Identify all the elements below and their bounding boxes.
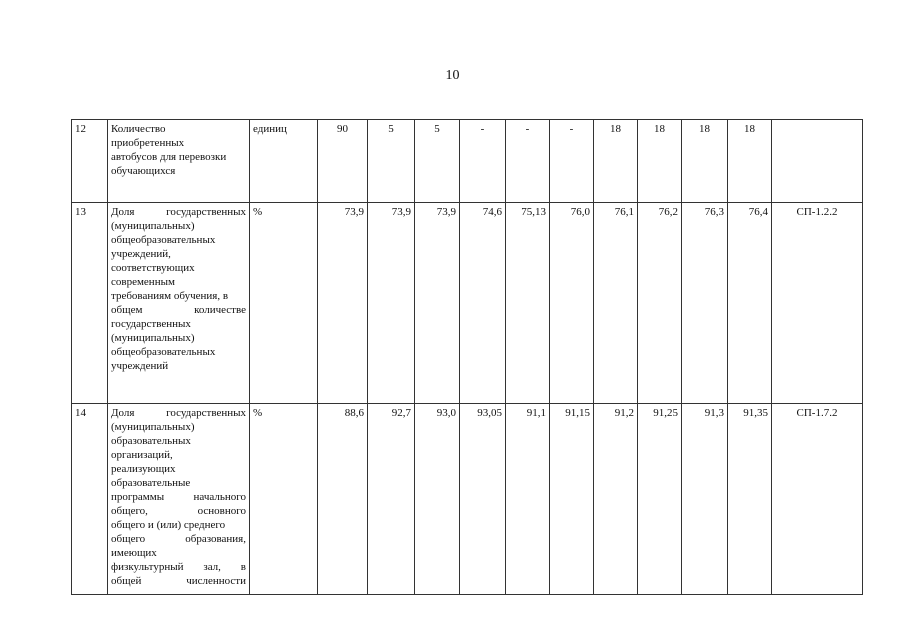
- indicator-name-line: современным: [111, 276, 175, 288]
- value-cell: -: [506, 120, 550, 203]
- indicator-name-line: учреждений,: [111, 248, 171, 260]
- unit-cell: %: [250, 404, 318, 595]
- indicator-name-line: (муниципальных): [111, 421, 195, 433]
- indicator-name-line: общем количестве: [111, 304, 246, 316]
- reference-cell: [772, 120, 863, 203]
- indicator-name-line: (муниципальных): [111, 332, 195, 344]
- indicator-name: [108, 120, 250, 203]
- indicator-name-line: Доля государственных: [111, 206, 246, 218]
- value-cell: 91,3: [682, 404, 728, 595]
- value-cell: 93,05: [460, 404, 506, 595]
- value-cell: 76,3: [682, 203, 728, 404]
- indicator-name-line: образовательные: [111, 477, 191, 489]
- value-cell: 5: [368, 120, 415, 203]
- value-cell: 76,1: [594, 203, 638, 404]
- reference-cell: СП-1.7.2: [772, 404, 863, 595]
- indicator-name-line: общего, основного: [111, 505, 246, 517]
- table-row: [72, 203, 863, 404]
- reference-cell: СП-1.2.2: [772, 203, 863, 404]
- value-cell: 74,6: [460, 203, 506, 404]
- row-number: 13: [72, 203, 108, 404]
- indicator-name-line: требованиям обучения, в: [111, 290, 229, 302]
- row-number: 14: [72, 404, 108, 595]
- value-cell: 73,9: [368, 203, 415, 404]
- value-cell: 91,35: [728, 404, 772, 595]
- indicator-name-line: организаций,: [111, 449, 173, 461]
- value-cell: 5: [415, 120, 460, 203]
- indicator-name-line: общей численности: [111, 575, 246, 587]
- indicator-name-line: образовательных: [111, 435, 191, 447]
- value-cell: -: [550, 120, 594, 203]
- indicator-name-line: общеобразовательных: [111, 234, 216, 246]
- value-cell: 91,2: [594, 404, 638, 595]
- value-cell: 75,13: [506, 203, 550, 404]
- value-cell: 90: [318, 120, 368, 203]
- indicator-name-line: приобретенных: [111, 137, 185, 149]
- value-cell: 73,9: [415, 203, 460, 404]
- indicator-name-line: общеобразовательных: [111, 346, 216, 358]
- indicator-name-line: обучающихся: [111, 165, 176, 177]
- table-row: [72, 404, 863, 595]
- value-cell: 91,1: [506, 404, 550, 595]
- value-cell: -: [460, 120, 506, 203]
- indicator-name-line: общего и (или) среднего: [111, 519, 226, 531]
- indicator-name: [108, 203, 250, 404]
- value-cell: 18: [728, 120, 772, 203]
- indicator-name-line: программы начального: [111, 491, 246, 503]
- value-cell: 76,2: [638, 203, 682, 404]
- unit-cell: единиц: [250, 120, 318, 203]
- indicator-name-line: общего образования,: [111, 533, 246, 545]
- value-cell: 91,15: [550, 404, 594, 595]
- indicator-name-line: учреждений: [111, 360, 169, 372]
- page-number: 10: [445, 68, 460, 83]
- unit-cell: %: [250, 203, 318, 404]
- indicator-name-line: имеющих: [111, 547, 157, 559]
- indicator-name-line: (муниципальных): [111, 220, 195, 232]
- indicator-name-line: Количество: [111, 123, 166, 135]
- indicator-name-line: Доля государственных: [111, 407, 246, 419]
- value-cell: 88,6: [318, 404, 368, 595]
- table-row: [72, 120, 863, 203]
- indicator-name-line: реализующих: [111, 463, 176, 475]
- value-cell: 73,9: [318, 203, 368, 404]
- indicator-name-line: соответствующих: [111, 262, 195, 274]
- indicators-table: [71, 119, 863, 595]
- value-cell: 93,0: [415, 404, 460, 595]
- value-cell: 18: [638, 120, 682, 203]
- value-cell: 91,25: [638, 404, 682, 595]
- value-cell: 18: [594, 120, 638, 203]
- indicator-name-line: автобусов для перевозки: [111, 151, 227, 163]
- indicator-name: [108, 404, 250, 595]
- value-cell: 92,7: [368, 404, 415, 595]
- indicator-name-line: государственных: [111, 318, 191, 330]
- value-cell: 18: [682, 120, 728, 203]
- indicator-name-line: физкультурный зал, в: [111, 561, 246, 573]
- row-number: 12: [72, 120, 108, 203]
- value-cell: 76,0: [550, 203, 594, 404]
- value-cell: 76,4: [728, 203, 772, 404]
